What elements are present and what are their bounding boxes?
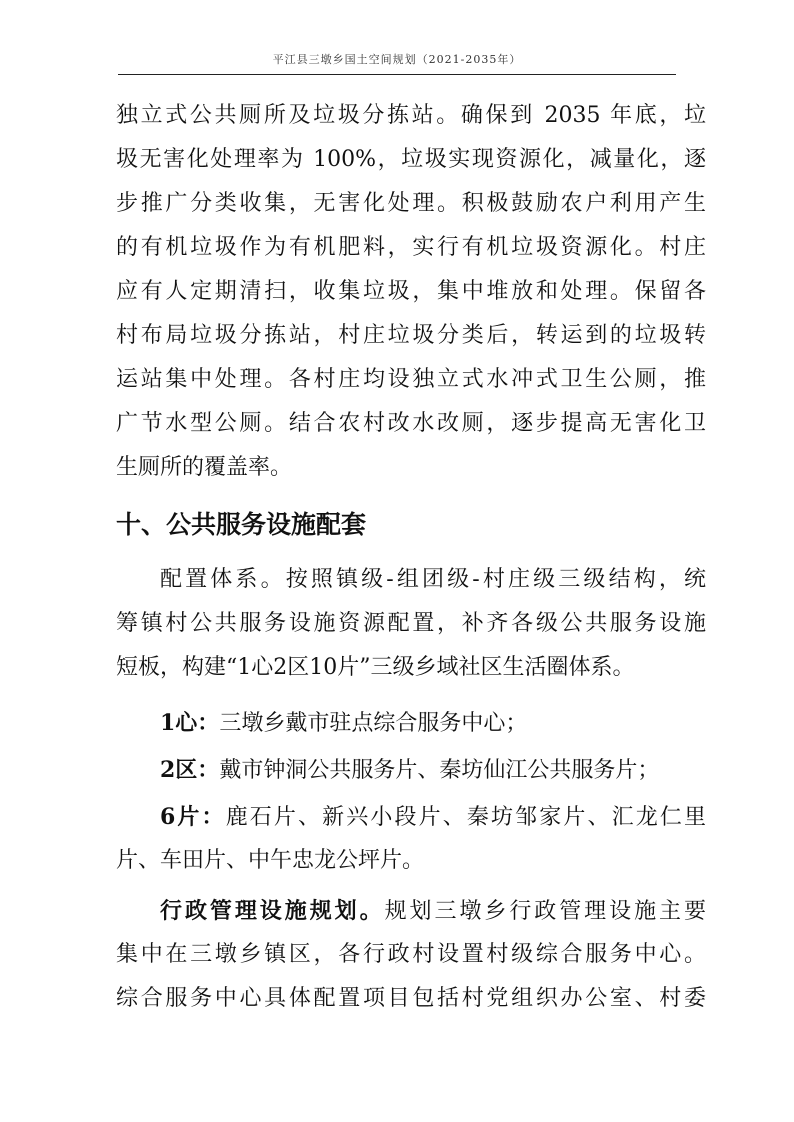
item-text: 三墩乡戴市驻点综合服务中心； bbox=[219, 711, 528, 736]
list-item-center bbox=[160, 703, 706, 743]
list-item-district bbox=[160, 750, 706, 790]
paragraph-line: 的有机垃圾作为有机肥料，实行有机垃圾资源化。村庄 bbox=[116, 235, 706, 260]
list-item-pieces bbox=[160, 797, 706, 837]
paragraph-line: 生厕所的覆盖率。 bbox=[116, 455, 293, 480]
paragraph-line: 独立式公共厕所及垃圾分拣站。确保到 2035 年底，垃 bbox=[116, 103, 706, 128]
paragraph-line: 配置体系。按照镇级-组团级-村庄级三级结构，统 bbox=[160, 567, 706, 592]
item-label: 行政管理设施规划。 bbox=[160, 898, 385, 924]
paragraph-line: 集中在三墩乡镇区，各行政村设置村级综合服务中心。 bbox=[116, 942, 706, 967]
paragraph-line: 筹镇村公共服务设施资源配置，补齐各级公共服务设施 bbox=[116, 611, 706, 636]
item-text: 戴市钟洞公共服务片、秦坊仙江公共服务片； bbox=[219, 758, 660, 783]
item-text: 规划三墩乡行政管理设施主要 bbox=[384, 899, 706, 924]
paragraph-line: 运站集中处理。各村庄均设独立式水冲式卫生公厕，推 bbox=[116, 367, 706, 392]
paragraph-line: 步推广分类收集，无害化处理。积极鼓励农户利用产生 bbox=[116, 191, 706, 216]
paragraph-line: 片、车田片、中午忠龙公坪片。 bbox=[116, 848, 425, 873]
item-label: 6片： bbox=[160, 804, 226, 830]
paragraph-line: 应有人定期清扫，收集垃圾，集中堆放和处理。保留各 bbox=[116, 279, 706, 304]
item-label: 1心： bbox=[160, 710, 220, 736]
running-header: 平江县三墩乡国土空间规划（2021-2035年） bbox=[118, 50, 676, 75]
paragraph-line: 短板，构建“1心2区10片”三级乡域社区生活圈体系。 bbox=[116, 655, 635, 680]
paragraph-line: 村布局垃圾分拣站，村庄垃圾分类后，转运到的垃圾转 bbox=[116, 323, 706, 348]
section-heading: 十、公共服务设施配套 bbox=[116, 510, 367, 539]
item-text: 鹿石片、新兴小段片、秦坊邹家片、汇龙仁里 bbox=[225, 805, 706, 830]
paragraph-line: 综合服务中心具体配置项目包括村党组织办公室、村委 bbox=[116, 986, 706, 1011]
paragraph-line: 广节水型公厕。结合农村改水改厕，逐步提高无害化卫 bbox=[116, 411, 706, 436]
item-label: 2区： bbox=[160, 757, 220, 783]
admin-paragraph-line bbox=[160, 891, 706, 931]
paragraph-line: 圾无害化处理率为 100%，垃圾实现资源化，减量化，逐 bbox=[116, 147, 706, 172]
